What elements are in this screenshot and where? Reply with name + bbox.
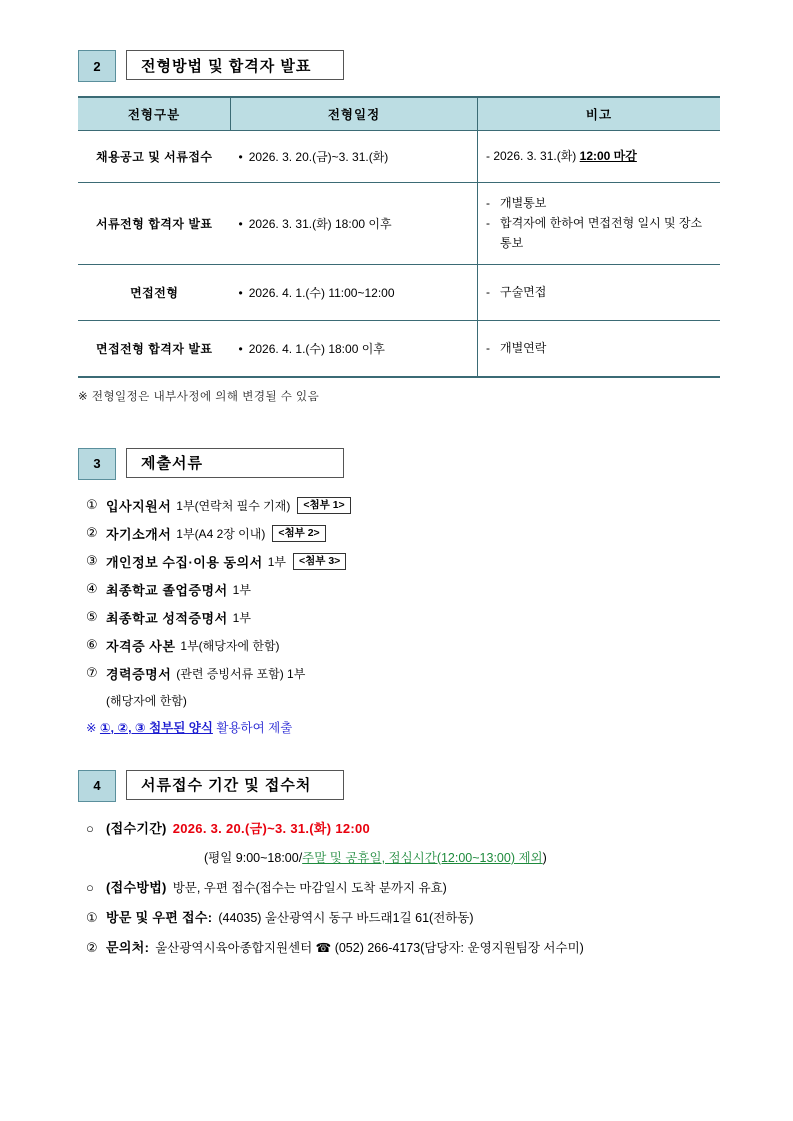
list-item <box>86 636 793 655</box>
note-text-pre: - 2026. 3. 31.(화) <box>486 148 580 163</box>
dash-mark: - <box>486 340 490 355</box>
dash-mark: - <box>486 196 490 210</box>
list-item-number: ① <box>86 497 98 513</box>
list-item <box>86 524 793 543</box>
list-item-title: 개인정보 수집·이용 동의서 <box>106 554 263 570</box>
list-item-title: 경력증명서 <box>106 666 172 682</box>
subnote-pre: (평일 9:00~18:00/ <box>204 850 303 865</box>
list-item-detail: 1부 <box>267 554 286 569</box>
cell-schedule-text: • 2026. 3. 20.(금)~3. 31.(화) <box>239 150 389 164</box>
table-row <box>78 131 720 183</box>
schedule-footnote: ※ 전형일정은 내부사정에 의해 변경될 수 있음 <box>78 390 320 403</box>
note-line-text: 구술면접 <box>500 284 547 299</box>
list-item-detail: 1부 <box>232 582 251 597</box>
list-item-number: ② <box>86 525 98 541</box>
cell-category: 면접전형 합격자 발표 <box>78 321 231 377</box>
dash-mark: - <box>486 284 490 299</box>
subnote-emphasis: 주말 및 공휴일, 점심시간(12:00~13:00) 제외 <box>302 850 543 865</box>
list-item <box>86 664 793 683</box>
row-mark: ① <box>86 909 98 925</box>
list-item <box>86 608 793 627</box>
section-2-title: 전형방법 및 합격자 발표 <box>126 50 344 80</box>
column-header-schedule: 전형일정 <box>231 97 478 131</box>
column-header-category: 전형구분 <box>78 97 231 131</box>
document-list <box>86 496 793 736</box>
list-item-title: 자격증 사본 <box>106 638 176 654</box>
note-text-emphasis: 12:00 마감 <box>579 148 637 163</box>
list-item-number: ⑥ <box>86 637 98 653</box>
cell-note <box>478 321 721 377</box>
note-line <box>486 214 712 254</box>
subnote-post: ) <box>542 850 547 865</box>
note-line <box>486 194 712 214</box>
footnote-emphasis: ①, ②, ③ 첨부된 양식 <box>99 720 213 735</box>
note-line <box>486 283 712 303</box>
list-item-number: ③ <box>86 553 98 569</box>
list-item-detail: (관련 증빙서류 포함) 1부 <box>176 666 306 681</box>
table-row <box>78 265 720 321</box>
cell-category: 채용공고 및 서류접수 <box>78 131 231 183</box>
list-item-title: 최종학교 성적증명서 <box>106 610 228 626</box>
table-row <box>78 321 720 377</box>
list-item-number: ⑦ <box>86 665 98 681</box>
cell-schedule <box>231 321 478 377</box>
attachment-tag: <첨부 1> <box>297 497 350 514</box>
row-mark: ○ <box>86 820 94 836</box>
cell-schedule <box>231 183 478 265</box>
row-value: 2026. 3. 20.(금)~3. 31.(화) 12:00 <box>172 820 371 836</box>
info-row-method <box>86 877 793 896</box>
cell-schedule-text: • 2026. 3. 31.(화) 18:00 이후 <box>239 217 392 231</box>
row-label: (접수방법) <box>106 879 167 895</box>
note-line-text: 개별통보 <box>500 196 547 210</box>
list-item-detail: 1부(해당자에 한함) <box>180 638 280 653</box>
row-mark: ② <box>86 939 98 955</box>
cell-schedule-text: • 2026. 4. 1.(수) 18:00 이후 <box>239 342 385 356</box>
cell-category: 서류전형 합격자 발표 <box>78 183 231 265</box>
schedule-table <box>78 96 720 378</box>
period-subnote <box>204 848 793 866</box>
list-item <box>86 580 793 599</box>
note-line-text: 합격자에 한하여 면접전형 일시 및 장소 통보 <box>500 215 703 250</box>
cell-schedule <box>231 131 478 183</box>
section-3-header <box>78 448 793 480</box>
attachment-tag: <첨부 3> <box>293 553 346 570</box>
section-2-header <box>78 50 793 82</box>
section-3-title: 제출서류 <box>126 448 344 478</box>
attachment-tag: <첨부 2> <box>272 525 325 542</box>
section-3-number: 3 <box>78 448 116 480</box>
list-item <box>86 496 793 515</box>
list-item-continuation: (해당자에 한함) <box>106 693 187 708</box>
footnote-rest: 활용하여 제출 <box>212 720 293 735</box>
table-header-row <box>78 97 720 131</box>
dash-mark: - <box>486 215 490 230</box>
cell-category: 면접전형 <box>78 265 231 321</box>
row-mark: ○ <box>86 879 94 895</box>
section-2-number: 2 <box>78 50 116 82</box>
row-value: 울산광역시육아종합지원센터 ☎ (052) 266-4173(담당자: 운영지원팀장 서수미) <box>155 940 584 955</box>
row-label: 문의처: <box>106 939 150 955</box>
list-item-detail: 1부(연락처 필수 기재) <box>176 498 291 513</box>
info-row-address <box>86 907 793 926</box>
row-value: (44035) 울산광역시 동구 바드래1길 61(전하동) <box>218 910 474 925</box>
cell-schedule <box>231 265 478 321</box>
cell-schedule-text: • 2026. 4. 1.(수) 11:00~12:00 <box>239 286 395 300</box>
application-info <box>86 818 793 956</box>
list-item-title: 입사지원서 <box>106 498 172 514</box>
section-4-title: 서류접수 기간 및 접수처 <box>126 770 344 800</box>
list-item-title: 최종학교 졸업증명서 <box>106 582 228 598</box>
note-line <box>486 339 712 359</box>
footnote-mark: ※ <box>86 720 100 735</box>
row-label: (접수기간) <box>106 820 167 836</box>
list-item-number: ⑤ <box>86 609 98 625</box>
note-line-text: 개별연락 <box>500 340 547 355</box>
cell-note <box>478 131 721 183</box>
list-item-number: ④ <box>86 581 98 597</box>
cell-note <box>478 183 721 265</box>
row-value: 방문, 우편 접수(접수는 마감일시 도착 분까지 유효) <box>172 880 447 895</box>
section-4-number: 4 <box>78 770 116 802</box>
info-row-period <box>86 818 793 837</box>
info-row-contact <box>86 937 793 956</box>
cell-note <box>478 265 721 321</box>
table-row <box>78 183 720 265</box>
row-label: 방문 및 우편 접수: <box>106 909 213 925</box>
document-list-footnote <box>86 718 793 736</box>
column-header-note: 비고 <box>478 97 721 131</box>
list-item-detail: 1부 <box>232 610 251 625</box>
list-item <box>86 552 793 571</box>
list-item-title: 자기소개서 <box>106 526 172 542</box>
list-item-detail: 1부(A4 2장 이내) <box>176 526 266 541</box>
section-4-header <box>78 770 793 802</box>
